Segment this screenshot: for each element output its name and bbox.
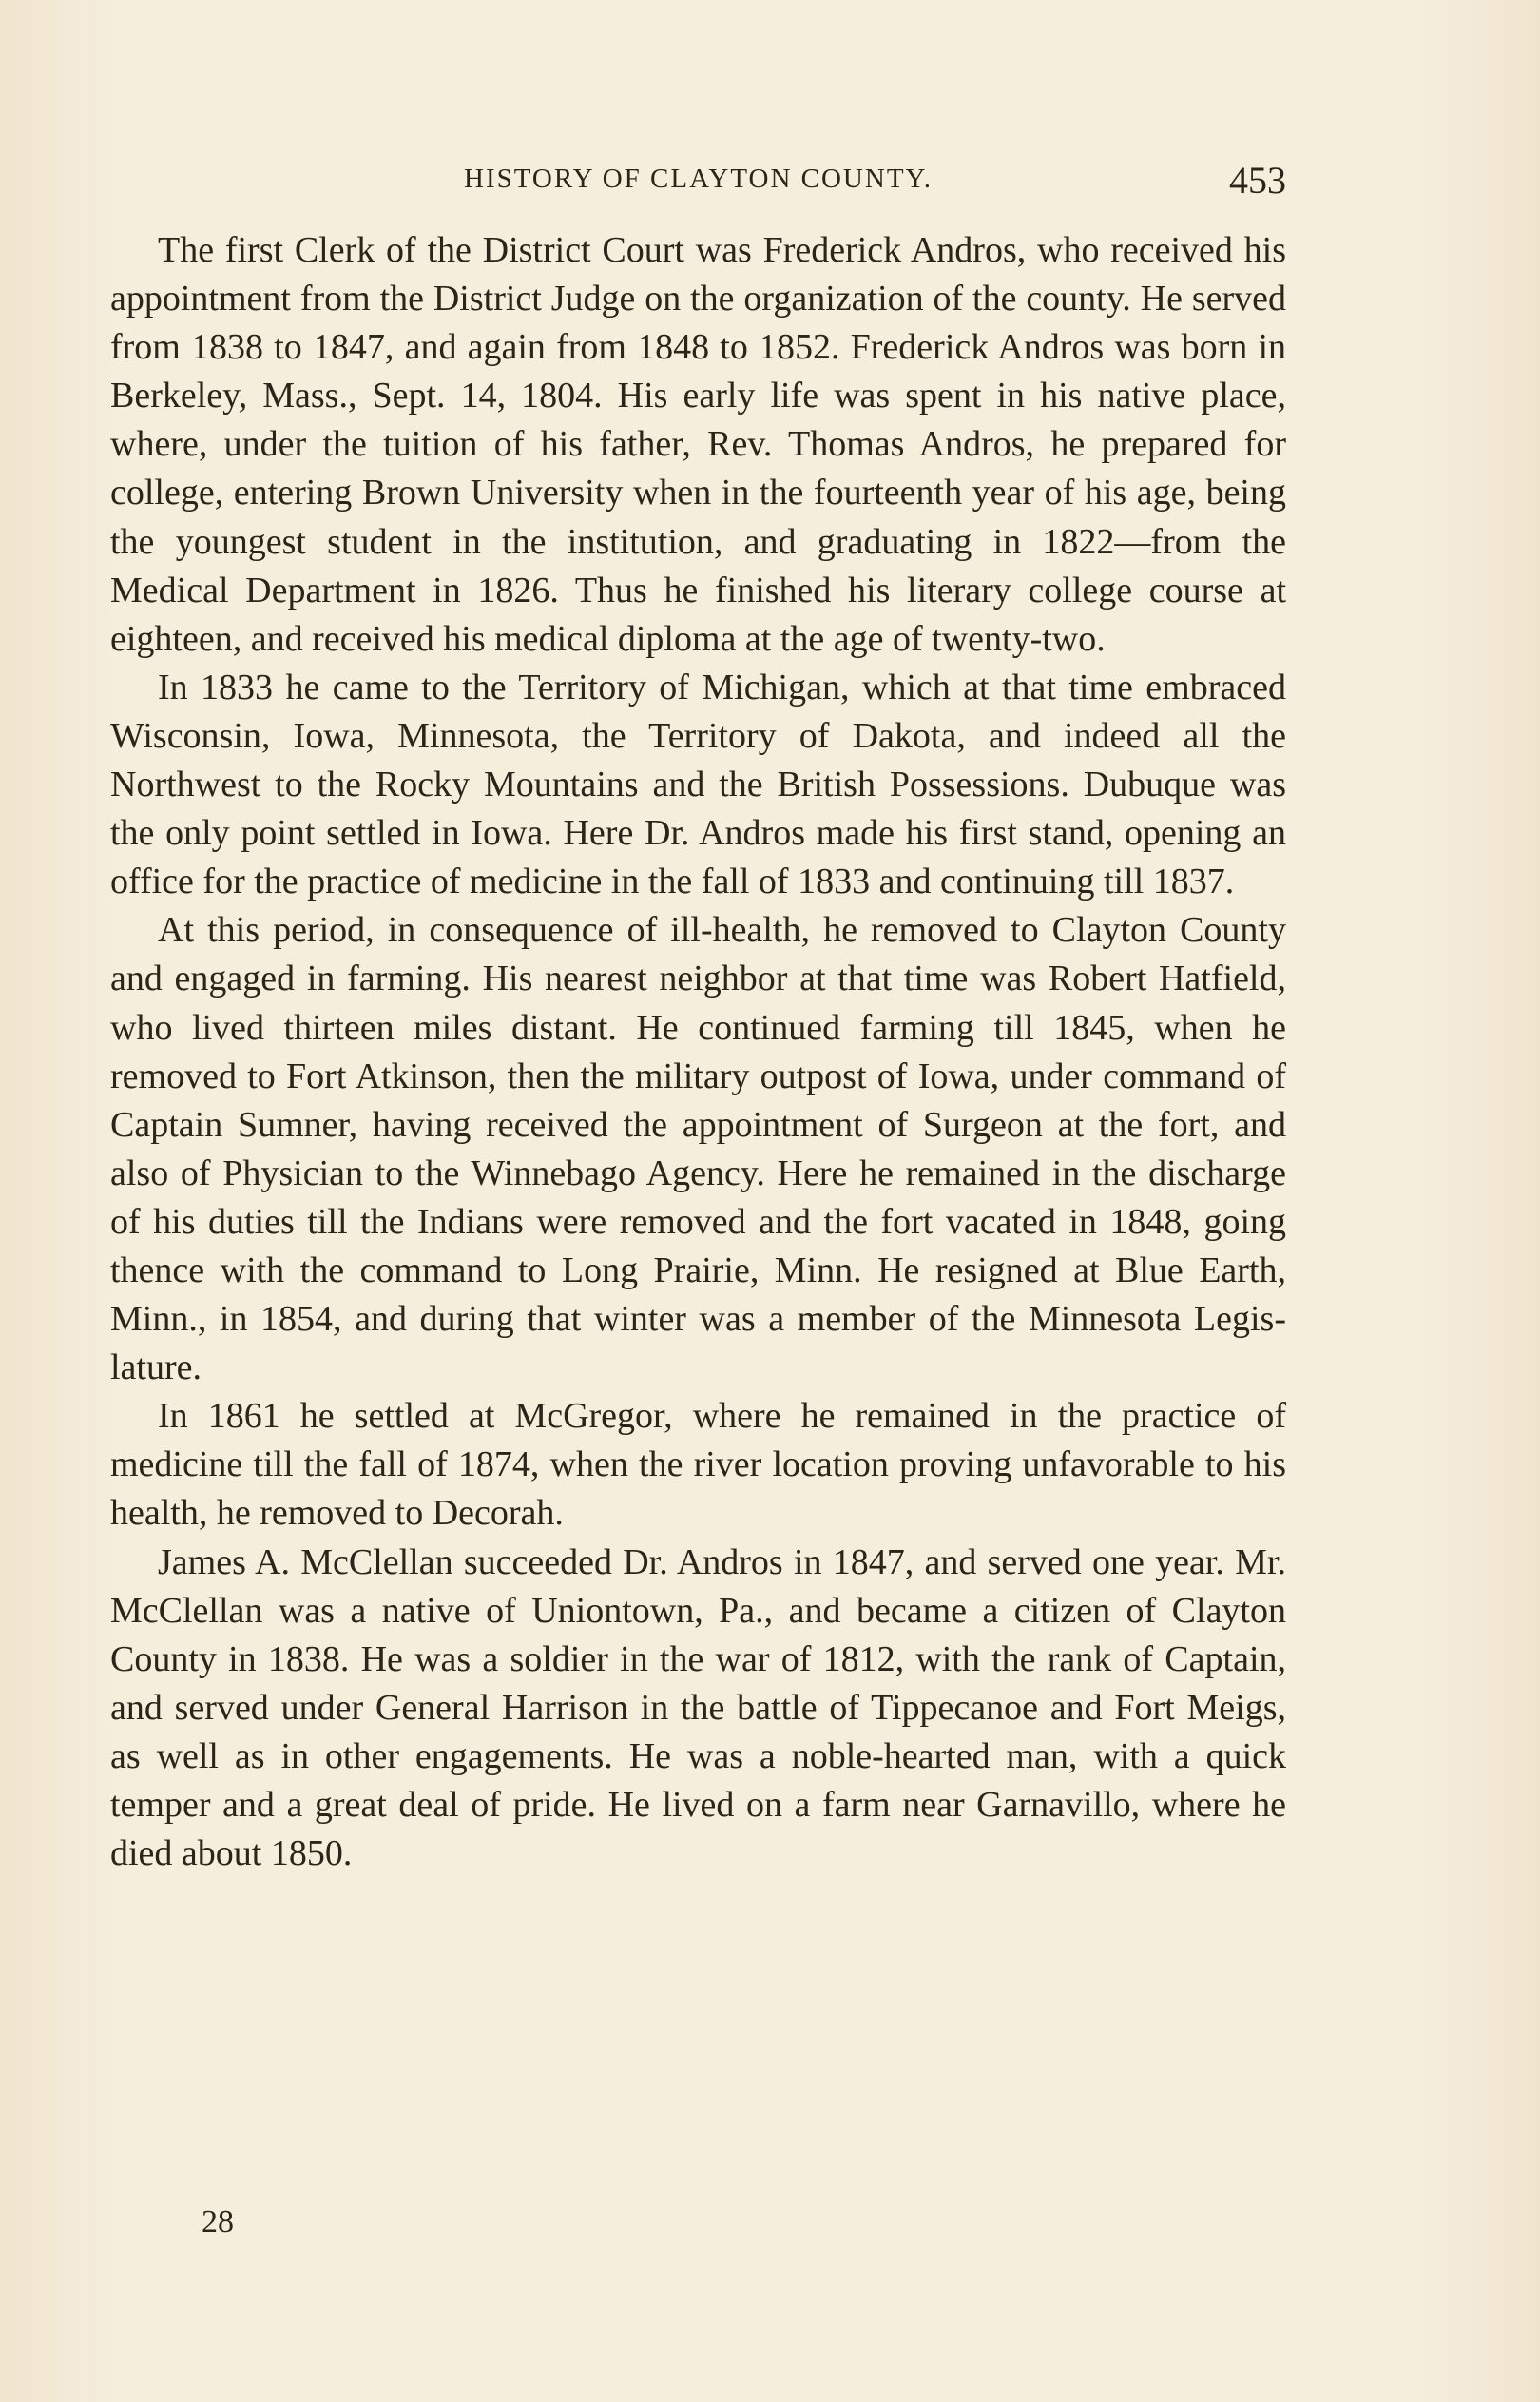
running-head	[110, 158, 1286, 205]
paragraph-mcclellan: James A. McClellan succeeded Dr. Andros in 1847, and served one year. Mr. McClellan was a native of Uniontown, Pa., and became a citizen of Clayton County in 1838. He was a soldier in the war of 1812, with the rank of Captain, and served under General Harrison in the battle of Tippecanoe and Fort Meigs, as well as in other engagements. He was a noble-hearted man, with a quick temper and a great deal of pride. He lived on a farm near Garnavillo, where he died about 1850.	[110, 1541, 1286, 1874]
running-title: HISTORY OF CLAYTON COUNTY.	[464, 164, 933, 194]
paragraph-michigan-territory: In 1833 he came to the Territory of Michigan, which at that time embraced Wisconsin, Iowa, Minnesota, the Territory of Dakota, and indeed all the Northwest to the Rocky Mountains and the British Possessions. Dubuque was the only point settled in Iowa. Here Dr. Andros made his first stand, opening an office for the practice of medicine in the fall of 1833 and continuing till 1837.	[110, 667, 1286, 902]
paragraph-mcgregor: In 1861 he settled at McGregor, where he remained in the practice of medicine till the fall of 1874, when the river location proving unfavorable to his health, he removed to Decorah.	[110, 1396, 1286, 1534]
page-number: 453	[1229, 159, 1286, 202]
body-text	[110, 226, 1286, 1878]
paragraph-fort-atkinson: At this period, in consequence of ill-health, he removed to Clayton County and engaged in farming. His nearest neighbor at that time was Robert Hatfield, who lived thirteen miles distant. He continued farming till 1845, when he removed to Fort Atkinson, then the military outpost of Iowa, under command of Captain Sumner, having received the appointment of Surgeon at the fort, and also of Physician to the Winnebago Agency. Here he remained in the discharge of his duties till the Indians were removed and the fort vacated in 1848, going thence with the command to Long Prairie, Minn. He resigned at Blue Earth, Minn., in 1854, and during that winter was a member of the Minnesota Legislature.	[110, 910, 1286, 1388]
signature-mark: 28	[202, 2204, 234, 2239]
paragraph-clerk-andros: The first Clerk of the District Court was Frederick Andros, who received his appointment from the District Judge on the organization of the county. He served from 1838 to 1847, and again from 1848 to 1852. Frederick Andros was born in Berkeley, Mass., Sept. 14, 1804. His early life was spent in his native place, where, under the tuition of his father, Rev. Thomas Andros, he prepared for college, entering Brown University when in the fourteenth year of his age, being the youngest student in the institution, and graduating in 1822—from the Medical Department in 1826. Thus he finished his literary college course at eighteen, and received his medical diploma at the age of twenty-two.	[110, 230, 1286, 659]
